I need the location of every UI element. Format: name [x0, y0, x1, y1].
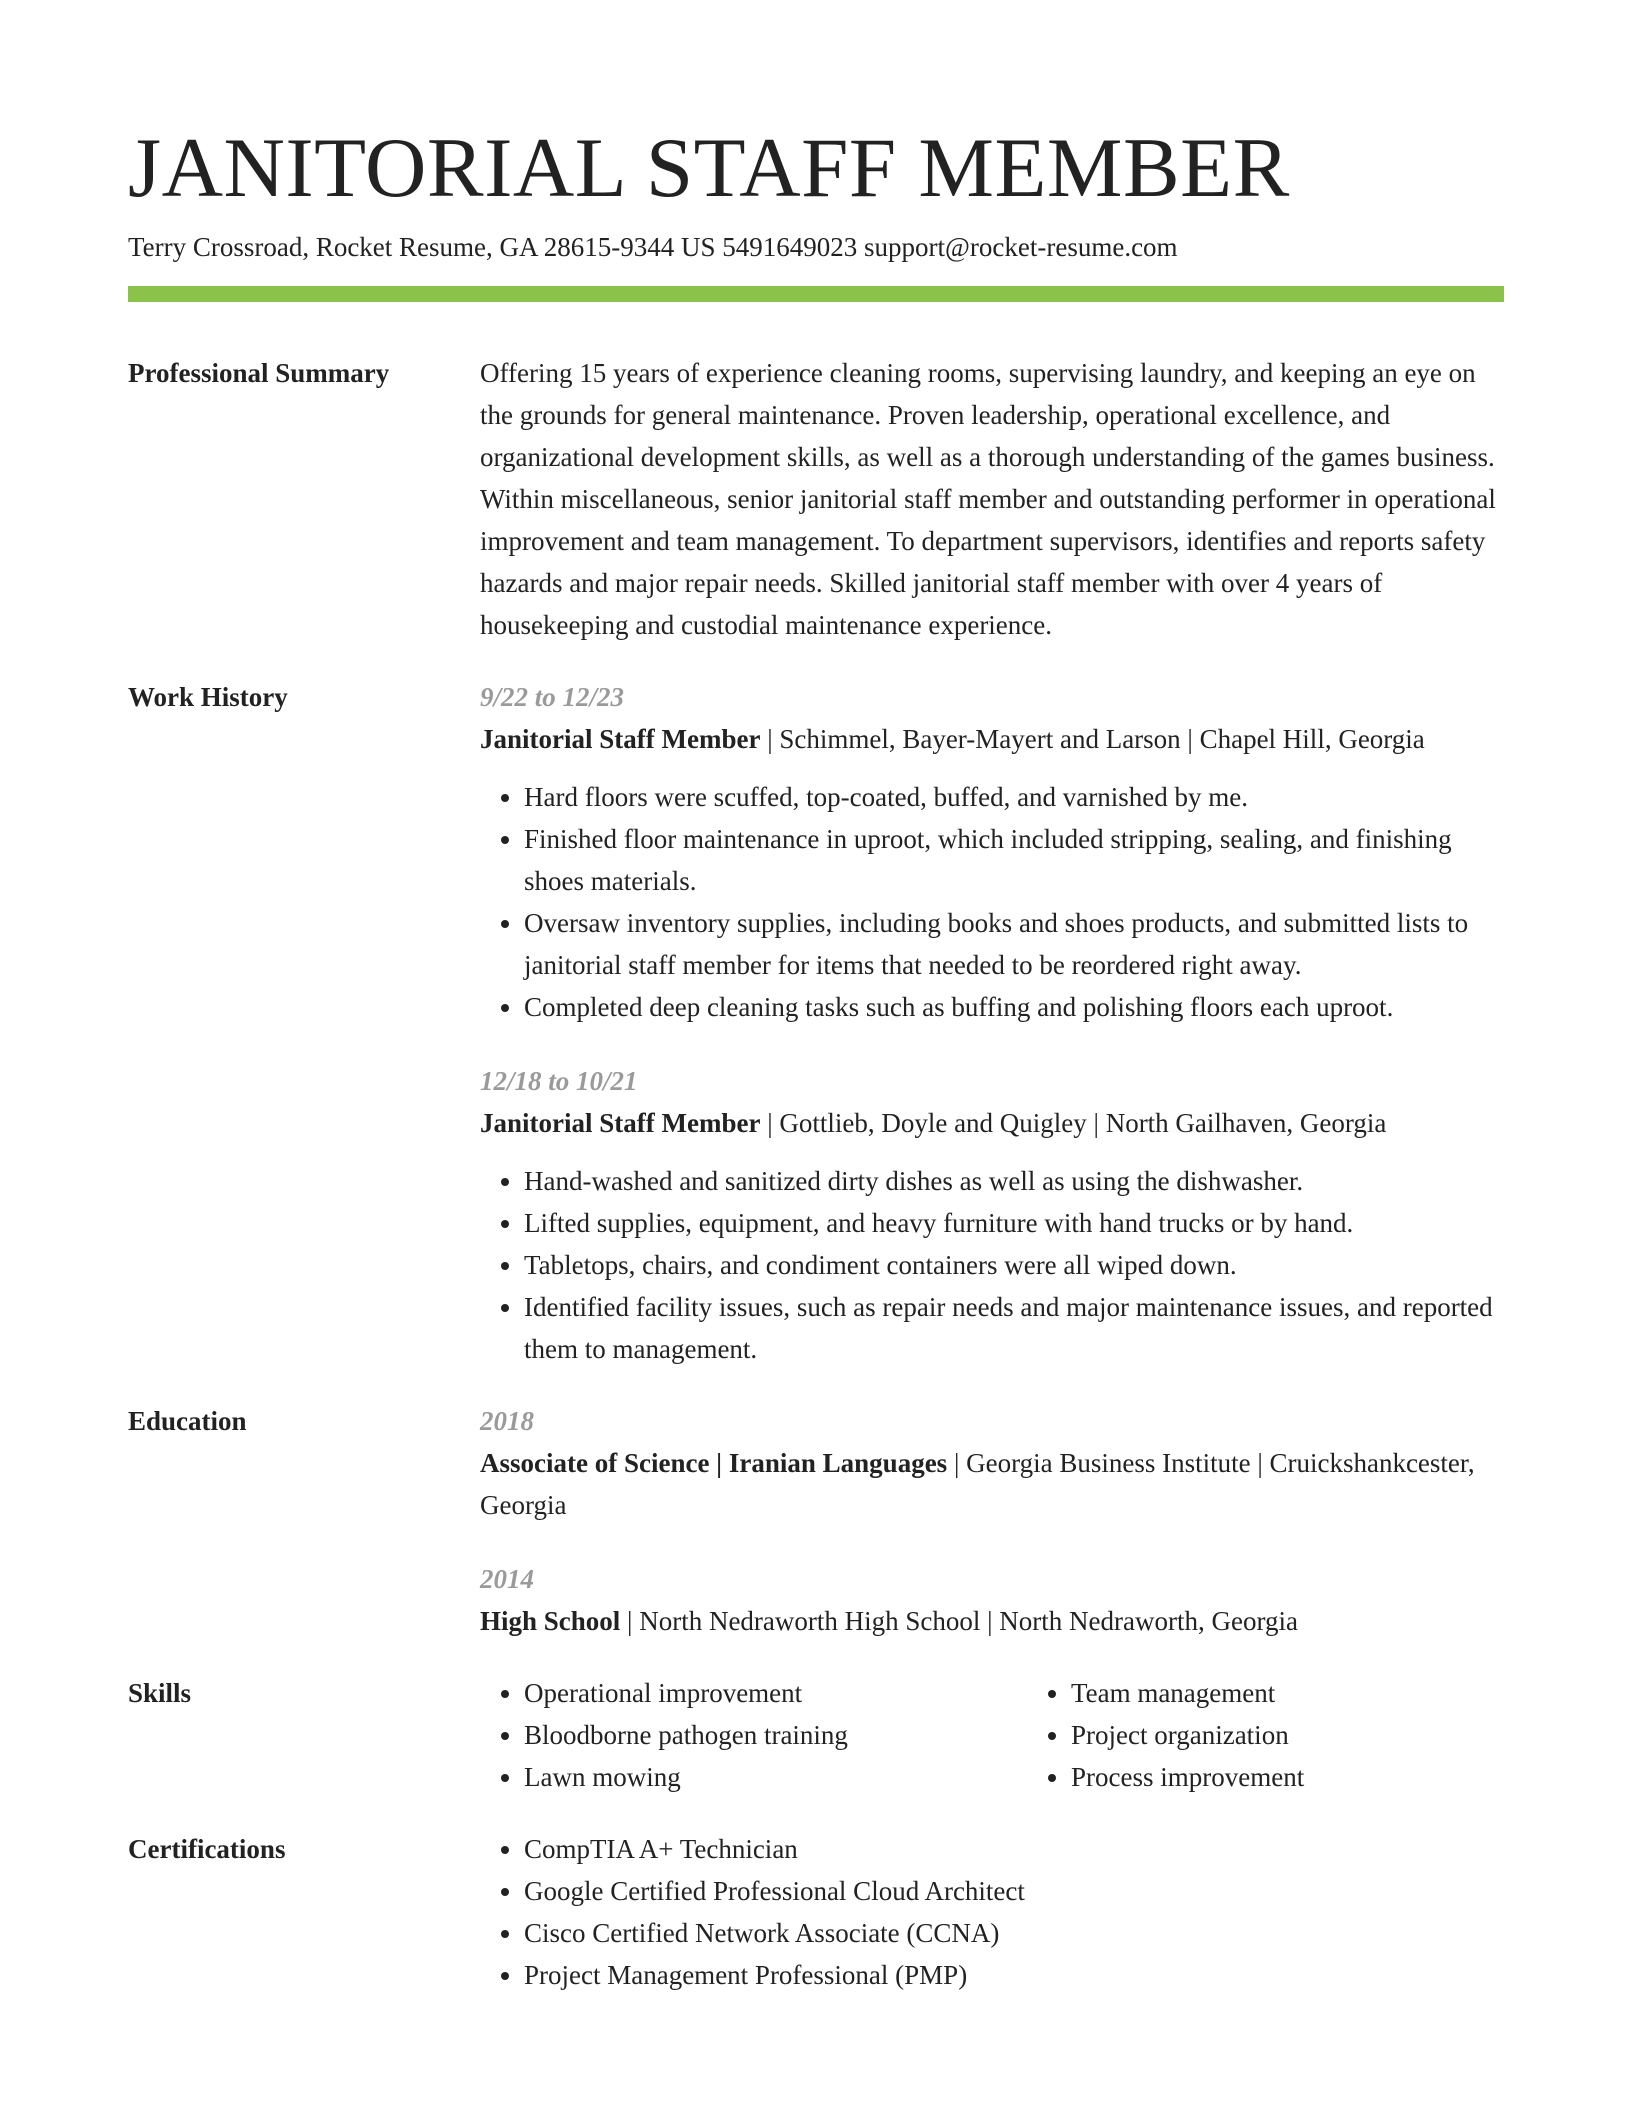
- education-entry: [480, 1558, 1504, 1642]
- job-heading: [480, 1102, 1504, 1144]
- certification-item: • Google Certified Professional Cloud Architect: [524, 1870, 1504, 1912]
- summary-body: [480, 352, 1504, 646]
- education-details: | North Nedraworth High School | North Nedraworth, Georgia: [620, 1606, 1298, 1636]
- education-heading: [480, 1442, 1504, 1526]
- resume-title: JANITORIAL STAFF MEMBER: [128, 121, 1290, 215]
- education-section: [128, 1400, 1504, 1642]
- certifications-body: [480, 1828, 1504, 1996]
- job-dates: 9/22 to 12/23: [480, 682, 625, 712]
- skill-item: • Project organization: [1071, 1714, 1574, 1756]
- section-label-summary: Professional Summary: [128, 358, 390, 388]
- job-bullet: • Finished floor maintenance in uproot, which included stripping, sealing, and finishing shoes materials.: [524, 818, 1504, 902]
- job-heading: [480, 718, 1504, 760]
- job-bullets: [480, 776, 1504, 1028]
- skills-body: [480, 1672, 1574, 1798]
- skills-section: [128, 1672, 1504, 1798]
- accent-divider: [128, 286, 1504, 302]
- job-bullets: [480, 1160, 1504, 1370]
- job-dates: 12/18 to 10/21: [480, 1066, 638, 1096]
- education-degree: Associate of Science | Iranian Languages: [480, 1448, 948, 1478]
- skill-item: • Process improvement: [1071, 1756, 1574, 1798]
- skill-item: • Bloodborne pathogen training: [524, 1714, 1027, 1756]
- job-entry: [480, 676, 1504, 1028]
- job-bullet: • Hard floors were scuffed, top-coated, buffed, and varnished by me.: [524, 776, 1504, 818]
- section-label-education: Education: [128, 1406, 247, 1436]
- job-bullet: • Oversaw inventory supplies, including books and shoes products, and submitted lists to janitorial staff member for items that needed to be reordered right away.: [524, 902, 1504, 986]
- job-entry: [480, 1060, 1504, 1370]
- contact-line: Terry Crossroad, Rocket Resume, GA 28615-9344 US 5491649023 support@rocket-resume.com: [128, 232, 1178, 262]
- work-history-section: [128, 676, 1504, 1370]
- education-body: [480, 1400, 1504, 1642]
- certification-item: • Cisco Certified Network Associate (CCNA): [524, 1912, 1504, 1954]
- certification-item: • Project Management Professional (PMP): [524, 1954, 1504, 1996]
- job-bullet: • Tabletops, chairs, and condiment containers were all wiped down.: [524, 1244, 1504, 1286]
- work-history-body: [480, 676, 1504, 1370]
- summary-section: [128, 352, 1504, 646]
- education-heading: [480, 1600, 1504, 1642]
- summary-text: Offering 15 years of experience cleaning rooms, supervising laundry, and keeping an eye on the grounds for general maintenance. Proven leadership, operational excellence, and organizational development skills, as well as a thorough understanding of the games business. Within miscellaneous, senior janitorial staff member and outstanding performer in operational improvement and team management. To department supervisors, identifies and reports safety hazards and major repair needs. Skilled janitorial staff member with over 4 years of housekeeping and custodial maintenance experience.: [480, 358, 1496, 640]
- skills-column-right: [1027, 1672, 1574, 1798]
- job-title: Janitorial Staff Member: [480, 1108, 761, 1138]
- certifications-section: [128, 1828, 1504, 1996]
- certification-item: • CompTIA A+ Technician: [524, 1828, 1504, 1870]
- education-year: 2018: [480, 1406, 534, 1436]
- job-bullet: • Identified facility issues, such as repair needs and major maintenance issues, and reported them to management.: [524, 1286, 1504, 1370]
- education-entry: [480, 1400, 1504, 1526]
- education-details: | Georgia Business Institute | Cruickshankcester, Georgia: [480, 1448, 1475, 1520]
- education-degree: High School: [480, 1606, 621, 1636]
- section-label-work-history: Work History: [128, 682, 288, 712]
- job-details: | Gottlieb, Doyle and Quigley | North Gailhaven, Georgia: [760, 1108, 1387, 1138]
- job-bullet: • Lifted supplies, equipment, and heavy furniture with hand trucks or by hand.: [524, 1202, 1504, 1244]
- job-bullet: • Hand-washed and sanitized dirty dishes as well as using the dishwasher.: [524, 1160, 1504, 1202]
- section-label-certifications: Certifications: [128, 1834, 286, 1864]
- skills-column-left: [480, 1672, 1027, 1798]
- job-bullet: • Completed deep cleaning tasks such as buffing and polishing floors each uproot.: [524, 986, 1504, 1028]
- job-title: Janitorial Staff Member: [480, 724, 761, 754]
- resume-page: [128, 0, 1504, 1996]
- certifications-list: [480, 1828, 1504, 1996]
- education-year: 2014: [480, 1564, 534, 1594]
- skill-item: • Lawn mowing: [524, 1756, 1027, 1798]
- section-label-skills: Skills: [128, 1678, 192, 1708]
- skill-item: • Operational improvement: [524, 1672, 1027, 1714]
- job-details: | Schimmel, Bayer-Mayert and Larson | Chapel Hill, Georgia: [760, 724, 1425, 754]
- skill-item: • Team management: [1071, 1672, 1574, 1714]
- skills-grid: [480, 1672, 1574, 1798]
